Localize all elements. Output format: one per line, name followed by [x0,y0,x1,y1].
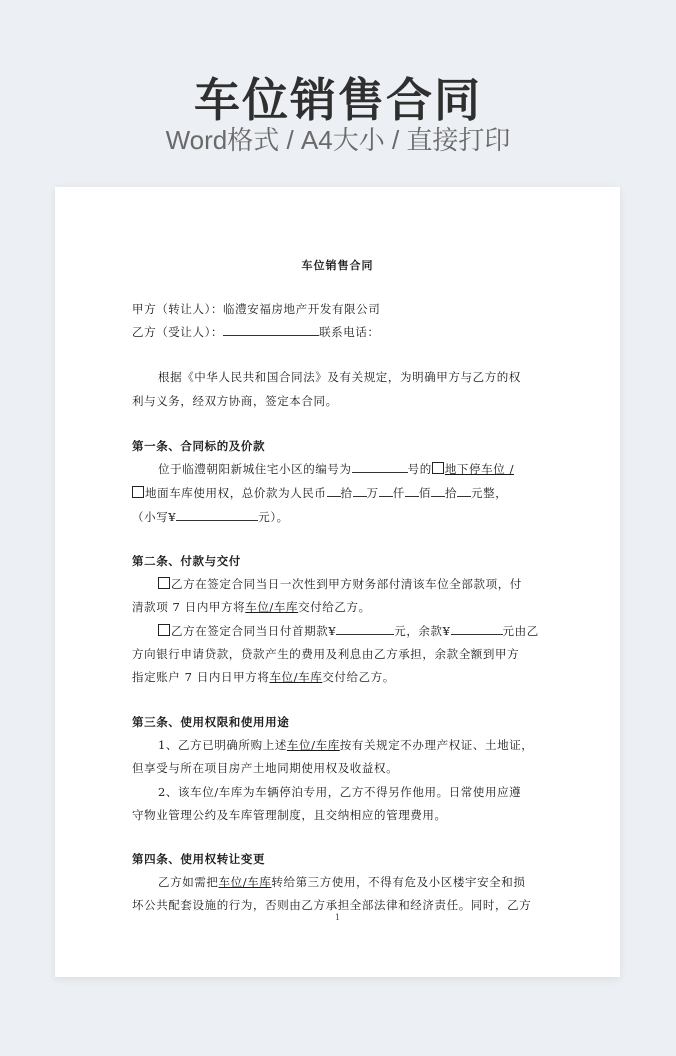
s2-text: 乙方在签定合同当日付首期款¥ [171,624,337,638]
s1-text: 位于临澧朝阳新城住宅小区的编号为 [158,462,352,476]
s2-text: 交付给乙方。 [298,600,371,614]
unit-label: 佰 [418,486,431,500]
section-3-p1-line-2: 但享受与所在项目房产土地同期使用权及收益权。 [132,761,399,775]
intro-line-1: 根据《中华人民共和国合同法》及有关规定，为明确甲方与乙方的权 [158,370,521,384]
section-3-p2-line-2: 守物业管理公约及车库管理制度，且交纳相应的管理费用。 [132,808,447,822]
s2-text: 清款项 7 日内甲方将 [132,600,246,614]
s2-text: 乙方在签定合同当日一次性到甲方财务部付清该车位全部款项，付 [171,577,522,591]
unit-label: 万 [366,486,379,500]
section-2-p1-line-2 [132,599,371,615]
s2-text: 交付给乙方。 [322,670,395,684]
s2-text: 元，余款¥ [394,624,451,638]
promo-title: 车位销售合同 [194,73,482,127]
s2-text: 指定账户 7 日内日甲方将 [132,670,270,684]
section-2-p2-line-2: 方向银行申请贷款，贷款产生的费用及利息由乙方承担，余款全额到甲方 [132,647,520,661]
party-b-line [132,324,380,340]
amount-blank [327,485,341,497]
amount-numeric-blank [176,509,258,521]
balance-blank [451,623,503,635]
checkbox-installment [158,624,170,636]
down-payment-blank [336,623,394,635]
s2-underlined: 车位/车库 [269,670,323,684]
section-3-p1-line-1 [158,737,533,753]
unit-label: 拾 [340,486,353,500]
s4-text: 乙方如需把 [158,875,219,889]
unit-label: 仟 [392,486,405,500]
s2-text: 元由乙 [502,624,539,638]
document-page [55,187,620,977]
checkbox-full-payment [158,577,170,589]
unit-label: 元整， [471,486,508,500]
promo-subtitle: Word格式 / A4大小 / 直接打印 [165,125,511,155]
section-2-p2-line-1 [158,623,539,639]
section-2-p2-line-3 [132,669,395,685]
document-title: 车位销售合同 [301,259,374,272]
unit-label: 拾 [444,486,458,500]
s4-underlined: 车位/车库 [218,875,272,889]
s1-option-underground: 地下停车位 / [444,462,515,476]
checkbox-underground [432,462,444,474]
amount-blank [405,485,419,497]
s1-text: 号的 [407,462,432,476]
party-b-phone-label: 联系电话： [319,325,380,339]
s1-text: （小写¥ [132,510,177,524]
unit-number-blank [352,461,408,473]
section-1-line-3 [132,509,289,525]
section-2-heading: 第二条、付款与交付 [132,554,241,568]
s2-underlined: 车位/车库 [245,600,299,614]
party-b-blank [223,324,319,336]
intro-line-2: 利与义务，经双方协商，签定本合同。 [132,394,338,408]
party-b-label: 乙方（受让人）： [132,325,224,339]
s1-text: 地面车库使用权，总价款为人民币 [145,486,327,500]
s1-text: 元）。 [258,510,289,524]
amount-blank [457,485,471,497]
section-4-line-2: 坏公共配套设施的行为，否则由乙方承担全部法律和经济责任。同时，乙方 [132,898,532,912]
amount-blank [431,485,445,497]
s3-text: 1、乙方已明确所购上述 [158,738,287,752]
section-4-heading: 第四条、使用权转让变更 [132,852,266,866]
checkbox-ground [132,486,144,498]
s3-text: 按有关规定不办理产权证、土地证， [339,738,534,752]
s4-text: 转给第三方使用，不得有危及小区楼宇安全和损 [271,875,526,889]
page-number: 1 [334,913,341,922]
section-4-line-1 [158,874,525,890]
section-2-p1-line-1 [158,576,522,592]
section-1-line-1 [158,461,514,477]
section-1-line-2 [132,485,507,501]
section-1-heading: 第一条、合同标的及价款 [132,439,266,453]
section-3-p2-line-1: 2、该车位/车库为车辆停泊专用，乙方不得另作他用。日常使用应遵 [158,785,522,799]
party-a-line: 甲方（转让人）：临澧安福房地产开发有限公司 [132,302,381,316]
s3-underlined: 车位/车库 [286,738,340,752]
amount-blank [353,485,367,497]
section-3-heading: 第三条、使用权限和使用用途 [132,715,290,729]
amount-blank [379,485,393,497]
